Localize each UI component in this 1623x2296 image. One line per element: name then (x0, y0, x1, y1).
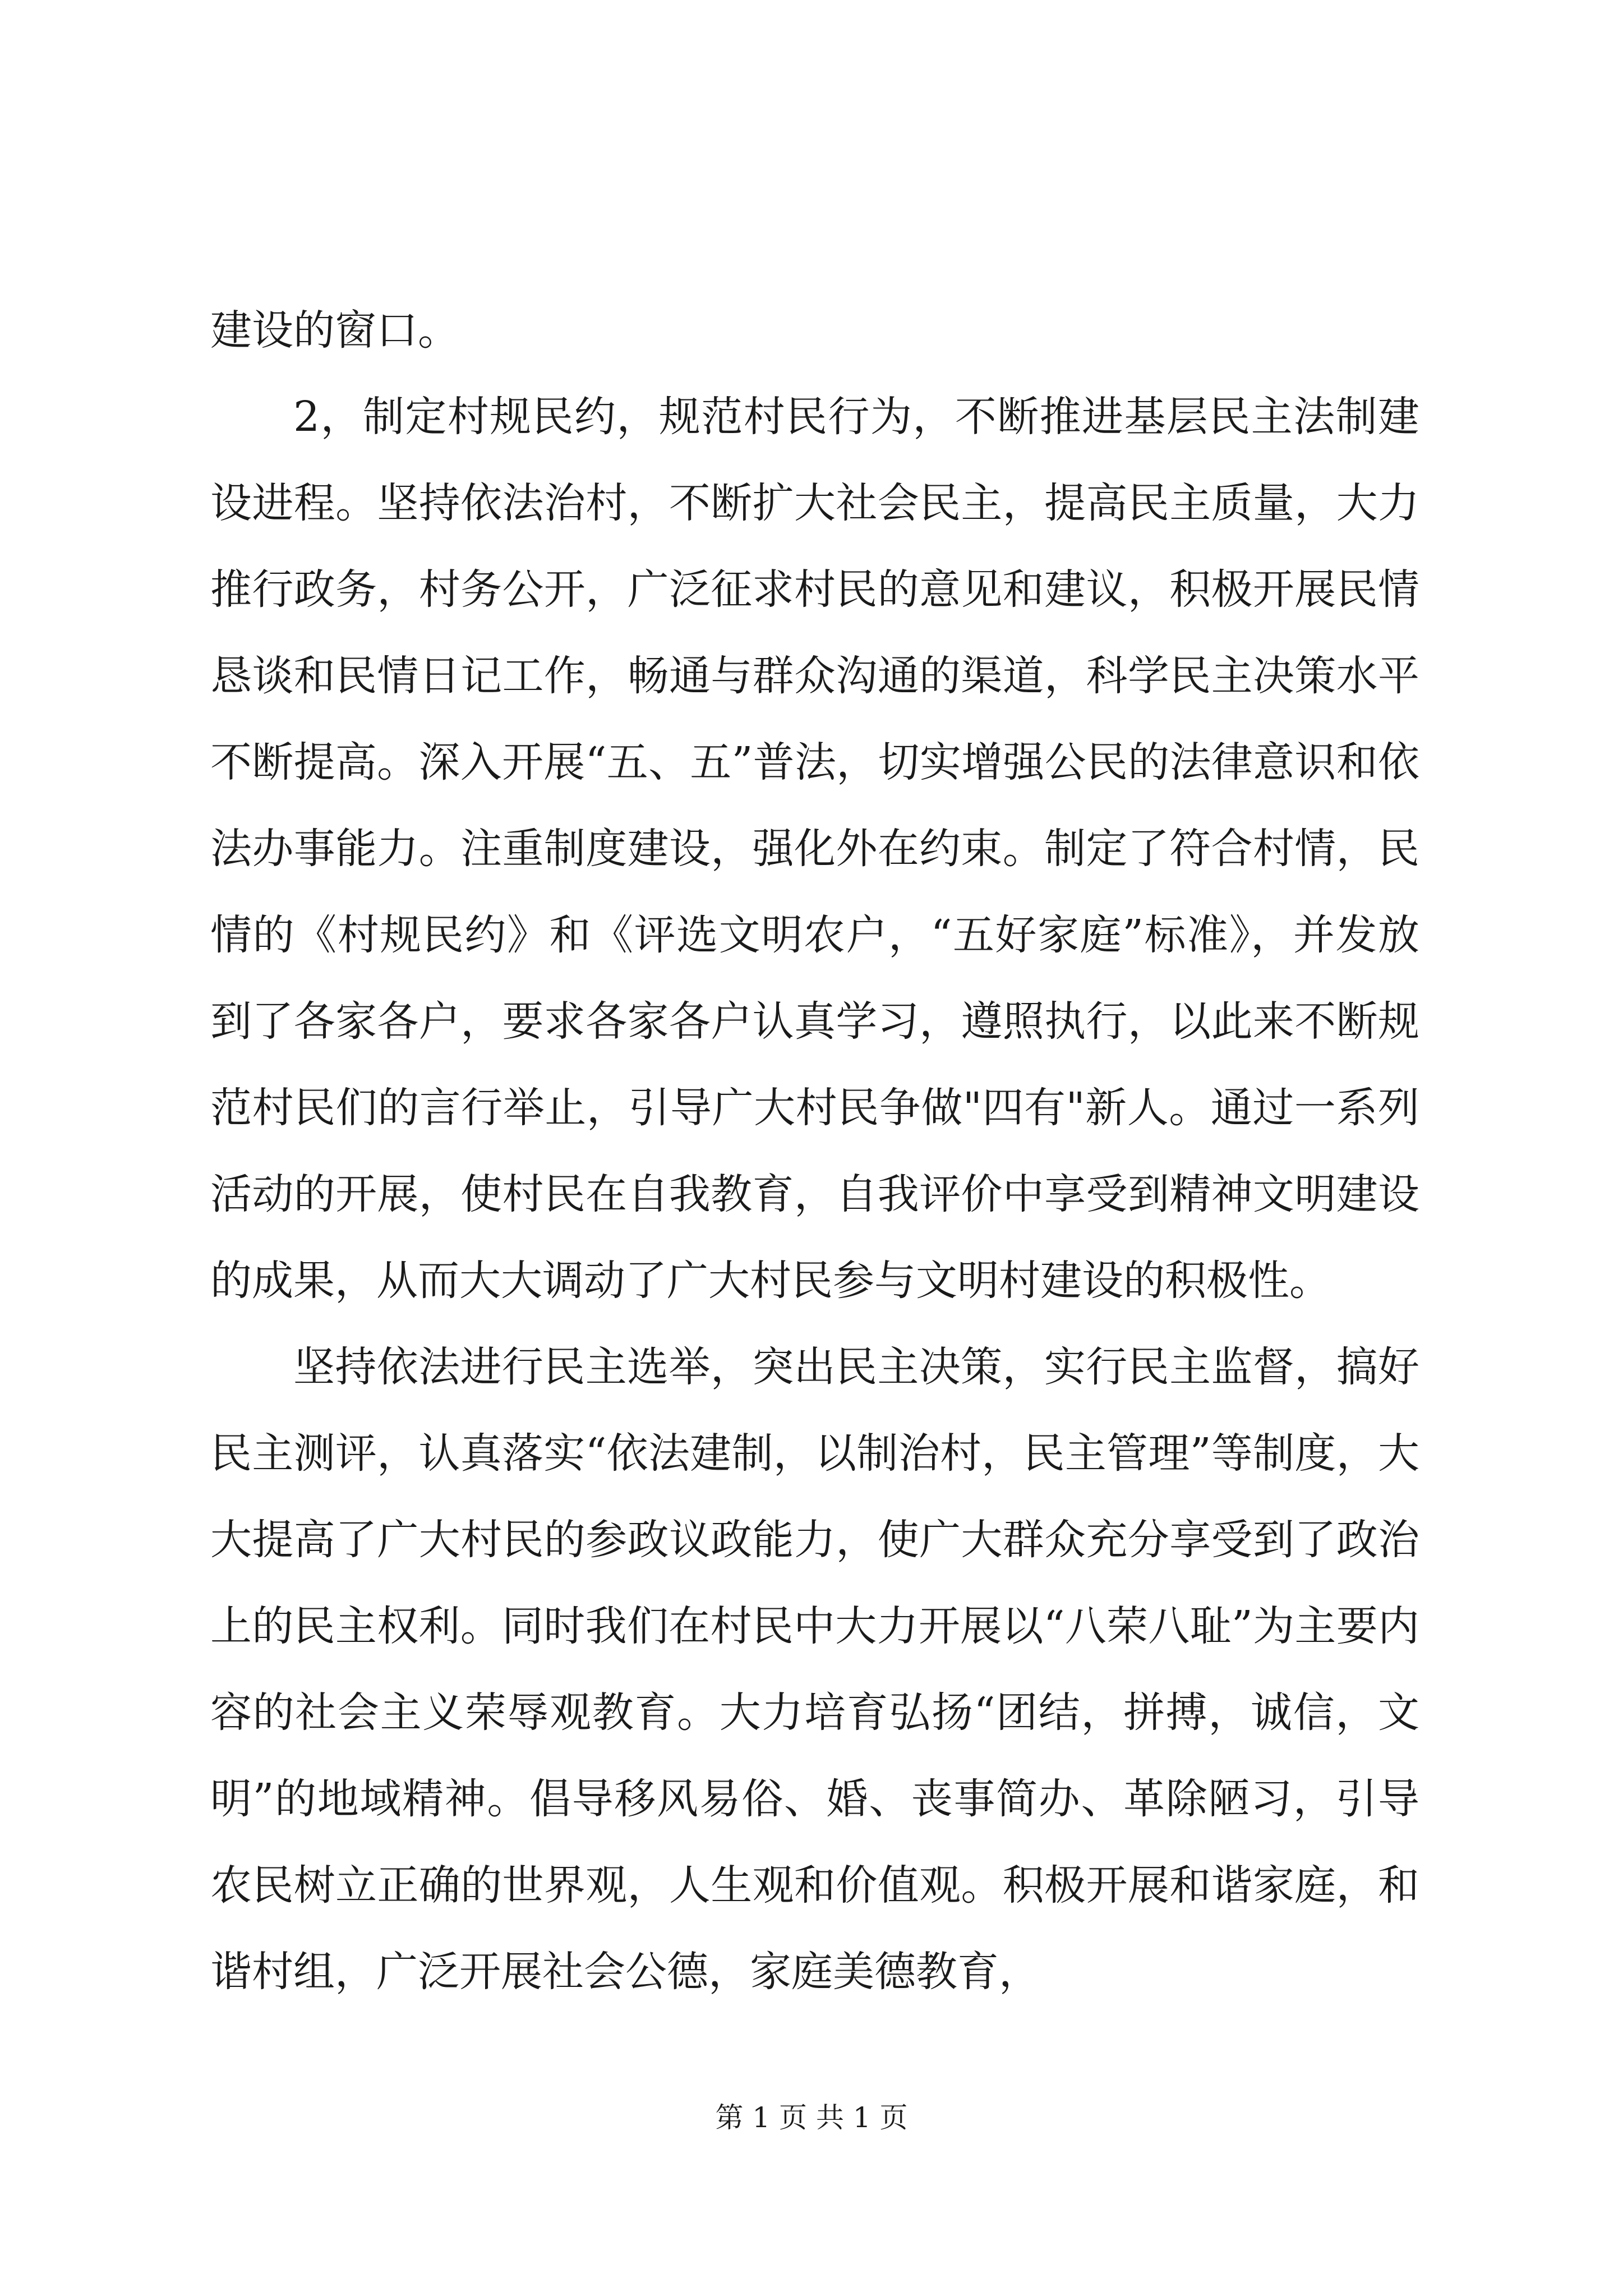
page-number-label: 第 1 页 共 1 页 (715, 2101, 908, 2134)
paragraph-democratic-election: 坚持依法进行民主选举，突出民主决策，实行民主监督，搞好民主测评，认真落实“依法建制，以制治村，民主管理”等制度，大大提高了广大村民的参政议政能力，使广大群众充分享受到了政治上的民主权利。同时我们在村民中大力开展以“八荣八耻”为主要内容的社会主义荣辱观教育。大力培育弘扬“团结，拼搏，诚信，文明”的地域精神。倡导移风易俗、婚、丧事简办、革除陋习，引导农民树立正确的世界观，人生观和价值观。积极开展和谐家庭，和谐村组，广泛开展社会公德，家庭美德教育， (210, 1343, 1419, 1996)
document-body (210, 287, 1419, 2015)
paragraph-village-rules: 2，制定村规民约，规范村民行为，不断推进基层民主法制建设进程。坚持依法治村，不断扩大社会民主，提高民主质量，大力推行政务，村务公开，广泛征求村民的意见和建议，积极开展民情恳谈和民情日记工作，畅通与群众沟通的渠道，科学民主决策水平不断提高。深入开展“五、五”普法，切实增强公民的法律意识和依法办事能力。注重制度建设，强化外在约束。制定了符合村情，民情的《村规民约》和《评选文明农户，“五好家庭”标准》，并发放到了各家各户，要求各家各户认真学习，遵照执行，以此来不断规范村民们的言行举止，引导广大村民争做"四有"新人。通过一系列活动的开展，使村民在自我教育，自我评价中享受到精神文明建设的成果，从而大大调动了广大村民参与文明村建设的积极性。 (210, 393, 1419, 1305)
page-footer (0, 2101, 1623, 2134)
paragraph-continuation: 建设的窗口。 (210, 306, 459, 355)
